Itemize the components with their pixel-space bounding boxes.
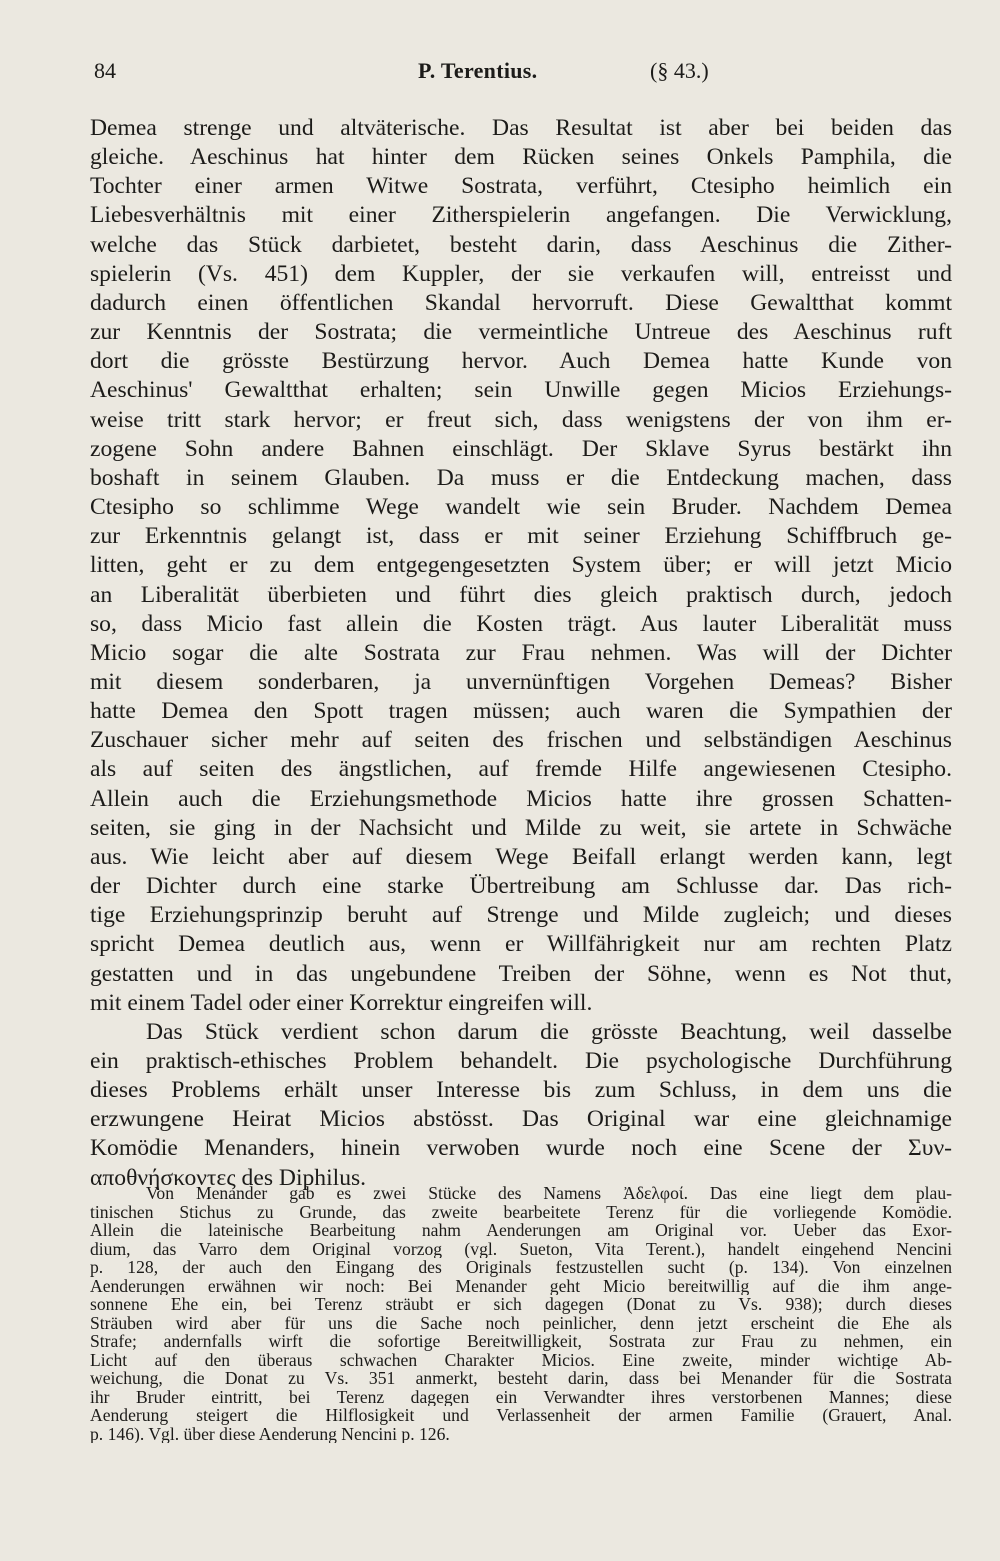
footnote-line: Von Menander gab es zwei Stücke des Namens Ἀδελφοί. Das eine liegt dem plau-: [146, 1184, 952, 1203]
footnote-line: Aenderungen erwähnen wir noch: Bei Menander geht Micio bereitwillig auf die ihm ange-: [90, 1276, 952, 1295]
text-line: spricht Demea deutlich aus, wenn er Willfährigkeit nur am rechten Platz: [90, 931, 952, 958]
footnote-line: p. 146). Vgl. über diese Aenderung Nencini p. 126.: [90, 1424, 450, 1443]
footnote-line: Allein die lateinische Bearbeitung nahm Aenderungen am Original vor. Ueber das Exor-: [90, 1221, 952, 1240]
text-line: seiten, sie ging in der Nachsicht und Milde zu weit, sie artete in Schwäche: [90, 814, 952, 841]
text-line: dort die grösste Bestürzung hervor. Auch Demea hatte Kunde von: [90, 348, 952, 375]
footnote-line: ihr Bruder eintritt, bei Terenz dagegen ein Verwandter ihres verstorbenen Mannes; diese: [90, 1387, 952, 1406]
text-line: spielerin (Vs. 451) dem Kuppler, der sie verkaufen will, entreisst und: [90, 260, 952, 287]
text-line: Ctesipho so schlimme Wege wandelt wie sein Bruder. Nachdem Demea: [90, 494, 952, 521]
footnote-line: Strafe; andernfalls wirft die sofortige Bereitwilligkeit, Sostrata zur Frau zu nehmen, ein: [90, 1332, 952, 1351]
text-line: gestatten und in das ungebundene Treiben der Söhne, wenn es Not thut,: [90, 960, 952, 987]
text-line: Demea strenge und altväterische. Das Resultat ist aber bei beiden das: [90, 115, 952, 141]
text-line: Zuschauer sicher mehr auf seiten des frischen und selbständigen Aeschinus: [90, 727, 952, 754]
text-line: Komödie Menanders, hinein verwoben wurde noch eine Scene der Συν-: [90, 1135, 952, 1162]
footnote-line: Aenderung steigert die Hilflosigkeit und Verlassenheit der armen Familie (Grauert, Anal.: [90, 1406, 952, 1425]
text-line: zur Erkenntnis gelangt ist, dass er mit seiner Erziehung Schiffbruch ge-: [90, 523, 952, 550]
text-line: an Liberalität überbieten und führt dies gleich praktisch durch, jedoch: [90, 581, 952, 608]
text-line: als auf seiten des ängstlichen, auf fremde Hilfe angewiesenen Ctesipho.: [90, 756, 952, 783]
footnote-line: p. 128, der auch den Eingang des Originals festzustellen sucht (p. 134). Von einzelnen: [90, 1258, 952, 1277]
text-line: dieses Problems erhält unser Interesse bis zum Schluss, in dem uns die: [90, 1077, 952, 1104]
footnote-line: dium, das Varro dem Original vorzog (vgl. Sueton, Vita Terent.), handelt eingehend Nencini: [90, 1239, 952, 1258]
text-line: litten, geht er zu dem entgegengesetzten System über; er will jetzt Micio: [90, 552, 952, 579]
footnote-line: weichung, die Donat zu Vs. 351 anmerkt, besteht darin, dass bei Menander für die Sostrata: [90, 1369, 952, 1388]
header-title: P. Terentius.: [418, 58, 538, 83]
text-line: aus. Wie leicht aber auf diesem Wege Beifall erlangt werden kann, legt: [90, 843, 952, 870]
text-line: Tochter einer armen Witwe Sostrata, verführt, Ctesipho heimlich ein: [90, 173, 952, 200]
page-number: 84: [94, 58, 116, 83]
main-text: [90, 114, 952, 1193]
text-line: der Dichter durch eine starke Übertreibung am Schlusse dar. Das rich-: [90, 873, 952, 900]
text-line: mit diesem sonderbaren, ja unvernünftigen Vorgehen Demeas? Bisher: [90, 668, 952, 695]
text-line: boshaft in seinem Glauben. Da muss er die Entdeckung machen, dass: [90, 464, 952, 491]
running-head: [90, 58, 940, 88]
text-line: weise tritt stark hervor; er freut sich, dass wenigstens der von ihm er-: [90, 406, 952, 433]
text-line: mit einem Tadel oder einer Korrektur eingreifen will.: [90, 989, 593, 1016]
text-line: ein praktisch-ethisches Problem behandelt. Die psychologische Durchführung: [90, 1048, 952, 1074]
text-line: Liebesverhältnis mit einer Zitherspielerin angefangen. Die Verwicklung,: [90, 202, 952, 229]
text-line: zur Kenntnis der Sostrata; die vermeintliche Untreue des Aeschinus ruft: [90, 319, 952, 346]
footnote-line: sonnene Ehe ein, bei Terenz sträubt er sich dagegen (Donat zu Vs. 938); durch dieses: [90, 1295, 952, 1314]
text-line: dadurch einen öffentlichen Skandal hervorruft. Diese Gewaltthat kommt: [90, 289, 952, 316]
text-line: erzwungene Heirat Micios abstösst. Das Original war eine gleichnamige: [90, 1106, 952, 1133]
text-line: tige Erziehungsprinzip beruht auf Strenge und Milde zugleich; und dieses: [90, 902, 952, 929]
footnote-line: tinischen Stichus zu Grunde, das zweite bearbeitete Terenz für die vorliegende Komödie.: [90, 1202, 952, 1221]
text-line: welche das Stück darbietet, besteht darin, dass Aeschinus die Zither-: [90, 231, 952, 258]
text-line: zogene Sohn andere Bahnen einschlägt. Der Sklave Syrus bestärkt ihn: [90, 435, 952, 462]
text-line: αποθνήσκοντες des Diphilus.: [90, 1164, 367, 1191]
text-line: so, dass Micio fast allein die Kosten trägt. Aus lauter Liberalität muss: [90, 610, 952, 637]
header-section: (§ 43.): [650, 58, 709, 83]
text-line: Aeschinus' Gewaltthat erhalten; sein Unwille gegen Micios Erziehungs-: [90, 377, 952, 404]
text-line: gleiche. Aeschinus hat hinter dem Rücken seines Onkels Pamphila, die: [90, 144, 952, 171]
footnote-line: Sträuben wird aber für uns die Sache noch peinlicher, denn jetzt erscheint die Ehe als: [90, 1313, 952, 1332]
footnote-line: Licht auf den überaus schwachen Charakter Micios. Eine zweite, minder wichtige Ab-: [90, 1350, 952, 1369]
text-line: Das Stück verdient schon darum die grösste Beachtung, weil dasselbe: [146, 1018, 952, 1045]
footnote-block: [90, 1184, 952, 1443]
text-line: Allein auch die Erziehungsmethode Micios hatte ihre grossen Schatten-: [90, 785, 952, 812]
text-line: hatte Demea den Spott tragen müssen; auch waren die Sympathien der: [90, 698, 952, 725]
text-line: Micio sogar die alte Sostrata zur Frau nehmen. Was will der Dichter: [90, 639, 952, 666]
